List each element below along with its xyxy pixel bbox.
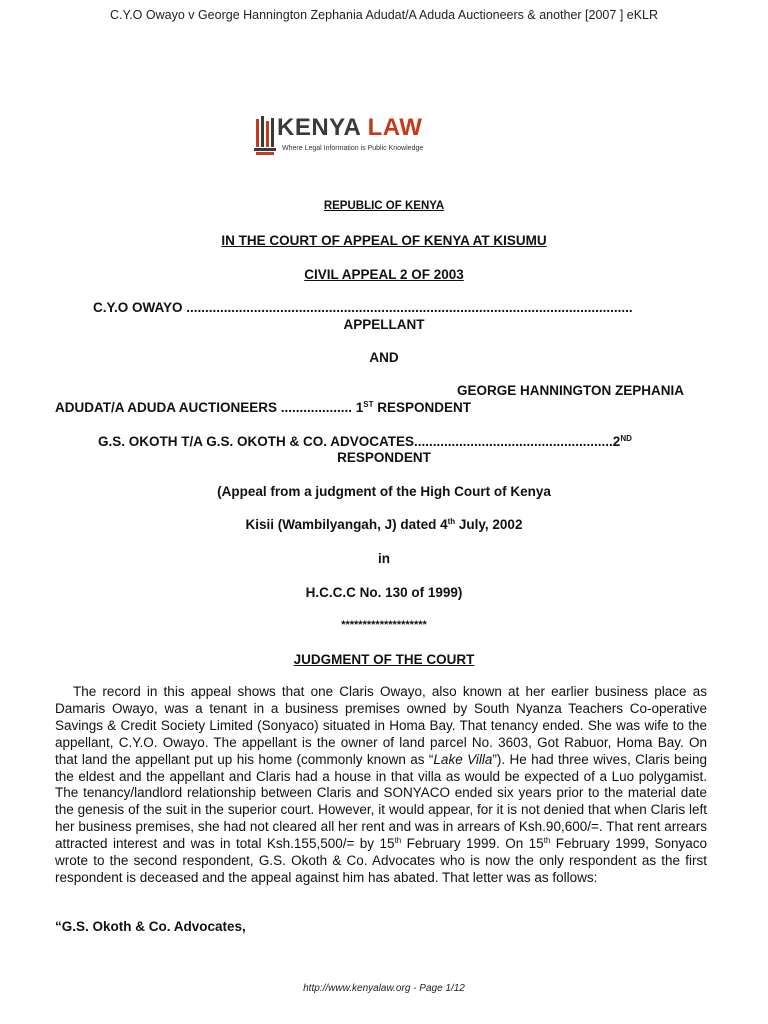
logo-word-kenya: KENYA — [277, 114, 361, 141]
respondent1-line — [55, 400, 471, 415]
paragraph-part-4: February 1999, Sonyaco wrote to the second respondent, G.S. Okoth & Co. Advocates who is now the only respondent as the first respondent is deceased and the appeal against him has abated. That letter was as follows: — [55, 836, 707, 885]
letter-salutation: “G.S. Okoth & Co. Advocates, — [55, 919, 246, 934]
republic-heading: REPUBLIC OF KENYA — [323, 200, 445, 212]
running-header: C.Y.O Owayo v George Hannington Zephania Adudat/A Aduda Auctioneers & another [2007 ] eKLR — [109, 8, 659, 22]
appellant-line: C.Y.O OWAYO ....................................................................................................................... — [93, 300, 633, 315]
judgment-title: JUDGMENT OF THE COURT — [293, 652, 475, 667]
respondent1-role: RESPONDENT — [373, 400, 472, 415]
judgment-paragraph — [55, 684, 707, 887]
respondent1-ordinal: ST — [363, 400, 374, 409]
logo-wordmark — [277, 114, 422, 142]
kenya-law-logo — [254, 113, 466, 158]
ordinal-sup-1: th — [394, 836, 402, 846]
logo-word-law: LAW — [367, 114, 423, 141]
respondent2-name: G.S. OKOTH T/A G.S. OKOTH & CO. ADVOCATES.....................................................2 — [98, 434, 621, 449]
appeal-line-2b: July, 2002 — [455, 517, 523, 532]
appeal-line-4: H.C.C.C No. 130 of 1999) — [305, 585, 463, 600]
respondent2-role: RESPONDENT — [337, 450, 431, 465]
court-heading: IN THE COURT OF APPEAL OF KENYA AT KISUMU — [221, 233, 547, 248]
respondent1-name-b: ADUDAT/A ADUDA AUCTIONEERS ................... 1 — [55, 400, 364, 415]
appeal-line-3: in — [378, 551, 390, 566]
kenya-law-mark-icon — [254, 115, 276, 155]
paragraph-part-3: February 1999. On 15 — [401, 836, 544, 852]
respondent2-ordinal: ND — [620, 434, 632, 443]
case-number: CIVIL APPEAL 2 OF 2003 — [304, 267, 464, 282]
logo-tagline: Where Legal Information is Public Knowledge — [282, 145, 424, 152]
appeal-line-1: (Appeal from a judgment of the High Court of Kenya — [217, 484, 551, 499]
page-footer: http://www.kenyalaw.org - Page 1/12 — [303, 983, 465, 994]
respondent2-line — [98, 434, 632, 449]
appeal-date-ordinal: th — [447, 517, 456, 526]
separator-stars: ******************** — [341, 619, 427, 631]
lake-villa-name: Lake Villa — [433, 751, 493, 767]
paragraph-part-2: ”). He had three wives, Claris being the eldest and the appellant and Claris had a house in that villa as would be expected of a Luo polygamist. The tenancy/landlord relationship between Claris and SONYACO ended six years prior to the material date the genesis of the suit in the superior court. However, it would appear, for it is not denied that when Claris left her business premises, she had not cleared all her rent and was in arrears of Ksh.90,600/=. That rent arrears attracted interest and was in total Ksh.155,500/= by 15 — [55, 751, 707, 852]
ordinal-sup-2: th — [543, 836, 551, 846]
appeal-line-2a: Kisii (Wambilyangah, J) dated 4 — [245, 517, 448, 532]
paragraph-part-1: The record in this appeal shows that one Claris Owayo, also known at her earlier business place as Damaris Owayo, was a tenant in a business premises owned by South Nyanza Teachers Co-operative Savings & Credit Society Limited (Sonyaco) situated in Homa Bay. That tenancy ended. She was wife to the appellant, C.Y.O. Owayo. The appellant is the owner of land parcel No. 3603, Got Rabuor, Homa Bay. On that land the appellant put up his home (commonly known as “ — [55, 684, 707, 767]
appeal-line-2 — [0, 517, 768, 532]
and-separator: AND — [369, 350, 399, 365]
respondent1-name-a: GEORGE HANNINGTON ZEPHANIA — [457, 383, 685, 398]
appellant-role: APPELLANT — [343, 317, 425, 332]
